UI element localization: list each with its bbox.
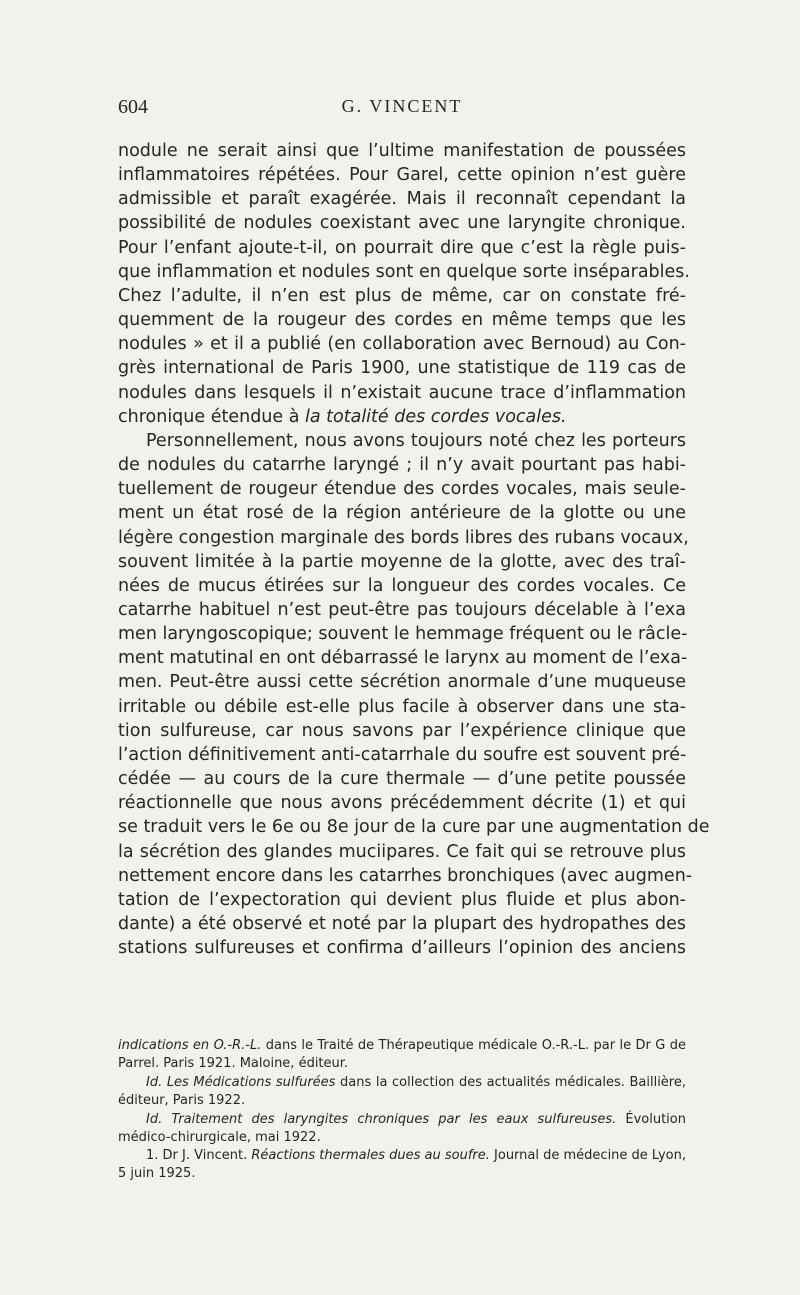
text-line: Pour l’enfant ajoute-t-il, on pourrait dire que c’est la règle puis- [118,237,686,258]
text-line: nettement encore dans les catarrhes bronchiques (avec augmen- [118,865,693,886]
text-line: stations sulfureuses et confirma d’ailleurs l’opinion des anciens [118,938,686,959]
text-line: men laryngoscopique; souvent le hemmage fréquent ou le râcle- [118,624,688,645]
text-line: dante) a été observé et noté par la plupart des hydropathes des [118,914,686,934]
text-line: tation de l’expectoration qui devient plus fluide et plus abon- [118,889,686,910]
text-line: réactionnelle que nous avons précédemment décrite (1) et qui [118,793,686,814]
text-line: irritable ou débile est-elle plus facile à observer dans une sta- [118,696,686,717]
emphasis-text: la totalité des cordes vocales. [305,406,567,427]
page-header [118,96,686,126]
footnote-text: dans la collection des actualités médicales. Baillière, éditeur, Paris 1922. [118,1074,686,1108]
footnote-text: dans le Traité de Thérapeutique médicale O.-R.-L. par le Dr G de Parrel. Paris 1921. Maloine, éditeur. [118,1038,686,1071]
text-line: la sécrétion des glandes muciipares. Ce fait qui se retrouve plus [118,841,686,862]
footnote [118,1147,686,1183]
footnote-text: Journal de médecine de Lyon, 5 juin 1925. [118,1148,687,1182]
text-line: l’action définitivement anti-catarrhale du soufre est souvent pré- [118,744,687,765]
footnote-title: Réactions thermales dues au soufre. [251,1148,490,1164]
text-line: souvent limitée à la partie moyenne de la glotte, avec des traî- [118,551,686,572]
text-line: nodules » et il a publié (en collaboration avec Bernoud) au Con- [118,334,686,355]
footnote-text: Évolution médico-chirurgicale, mai 1922. [118,1111,686,1145]
text-line: catarrhe habituel n’est peut-être pas toujours décelable à l’exa [118,599,686,620]
text-line: nodules dans lesquels il n’existait aucune trace d’inflammation [118,382,686,403]
text-line: grès international de Paris 1900, une statistique de 119 cas de [118,358,686,379]
footnotes [118,1037,686,1184]
text-line: de nodules du catarrhe laryngé ; il n’y avait pourtant pas habi- [118,455,686,476]
text-line: tion sulfureuse, car nous savons par l’expérience clinique que [118,720,686,741]
footnote [118,1111,686,1147]
paragraph-start: Personnellement, nous avons toujours noté chez les porteurs [146,430,686,451]
text-line: Chez l’adulte, il n’en est plus de même, car on constate fré- [118,285,686,306]
text-line: que inflammation et nodules sont en quelque sorte inséparables. [118,261,690,282]
text-line: se traduit vers le 6e ou 8e jour de la cure par une augmentation de [118,817,710,838]
footnote-title: indications en O.-R.-L. [118,1038,262,1053]
text-line: inflammatoires répétées. Pour Garel, cette opinion n’est guère [118,165,686,186]
text-line: légère congestion marginale des bords libres des rubans vocaux, [118,527,689,548]
footnote [118,1037,686,1073]
text-line: ment matutinal en ont débarrassé le larynx au moment de l’exa- [118,648,688,669]
body-text [118,139,710,960]
footnote-title: Id. Traitement des laryngites chroniques par les eaux sulfureuses. [146,1111,617,1127]
text-line: admissible et paraît exagérée. Mais il reconnaît cependant la [118,189,686,210]
footnote-title: Id. Les Médications sulfurées [146,1074,336,1090]
page-number: 604 [118,96,148,118]
text-line: possibilité de nodules coexistant avec une laryngite chronique. [118,213,686,234]
text-line: ment un état rosé de la région antérieure de la glotte ou une [118,503,686,524]
text-line [118,405,686,429]
running-head: G. VINCENT [341,96,463,116]
footnote-prefix: 1. Dr J. Vincent. [146,1148,252,1164]
footnote [118,1074,686,1110]
text-line: tuellement de rougeur étendue des cordes vocales, mais seule- [118,479,686,500]
text-run: chronique étendue à [118,406,306,427]
text-line: cédée — au cours de la cure thermale — d’une petite poussée [118,769,686,790]
text-line: nodule ne serait ainsi que l’ultime manifestation de poussées [118,141,686,161]
text-line: nées de mucus étirées sur la longueur des cordes vocales. Ce [118,575,686,596]
text-line: men. Peut-être aussi cette sécrétion anormale d’une muqueuse [118,672,686,693]
text-line: quemment de la rougeur des cordes en même temps que les [118,310,686,331]
